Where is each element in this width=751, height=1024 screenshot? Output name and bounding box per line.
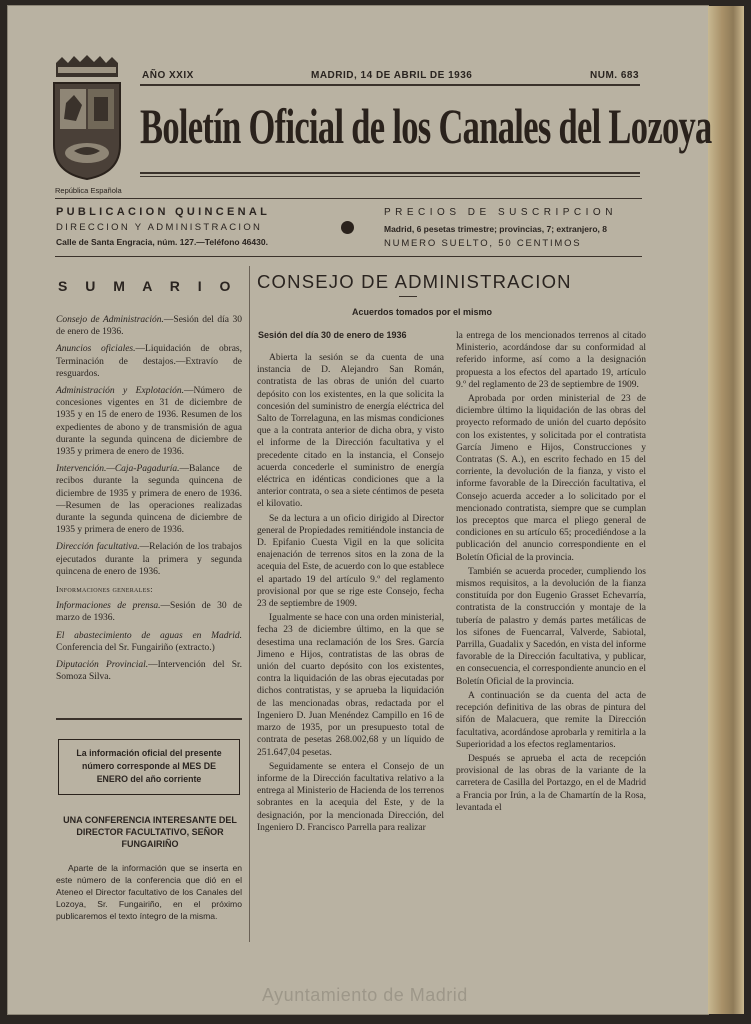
header-rule xyxy=(140,84,640,86)
column-divider xyxy=(249,266,250,942)
publication-frequency: PUBLICACION QUINCENAL xyxy=(56,206,271,218)
general-info-label: Informaciones generales: xyxy=(56,584,153,595)
list-item: Anuncios oficiales.—Liquidación de obras, Terminación de destajos.—Extravío de resguardos. xyxy=(56,344,243,379)
sumario-list xyxy=(56,314,242,688)
list-item: Consejo de Administración.—Sesión del día 30 de enero de 1936. xyxy=(56,315,242,338)
consejo-subheading: Acuerdos tomados por el mismo xyxy=(352,307,493,317)
prices-title: PRECIOS DE SUSCRIPCION xyxy=(384,207,617,218)
watermark: Ayuntamiento de Madrid xyxy=(262,985,468,1005)
subheader-rule-top xyxy=(55,198,642,199)
title-rule xyxy=(140,172,640,174)
republic-label: República Española xyxy=(55,186,122,195)
newspaper-title: Boletín Oficial de los Canales del Lozoya xyxy=(140,98,712,154)
single-number-price: NUMERO SUELTO, 50 CENTIMOS xyxy=(384,238,582,249)
bullet-dot xyxy=(341,221,354,234)
list-item: Informaciones de prensa.—Sesión de 30 de marzo de 1936. xyxy=(56,601,242,624)
notice-box: La información oficial del presente número corresponde al MES DE ENERO del año corriente xyxy=(58,739,240,795)
issue-number: NUM. 683 xyxy=(590,70,640,81)
article-column-1: Abierta la sesión se da cuenta de una instancia de D. Alejandro San Román, contratista de las obras de unión del cuarto depósito con los existentes, en la que solicita la concesión del suministro de energía eléctrica del Salto de Torrelaguna, en las mismas condiciones que a la contrata anterior de dicha obra, y visto el informe de la Dirección facultativa y el precedente citado en la instancia, el Consejo acuerda concederle el suministro de energía eléctrica en idénticas condiciones que a la anterior contrata, o sea a siete céntimos de peseta el kilovatio. Se da lectura a un oficio dirigido al Director general de Propiedades remitiéndole instancia de D. Epifanio Cuesta Vigil en la que solicita enajenación de terrenos sitos en la zona de la acequia del Este, de acuerdo con lo que establece el apartado 19 del artículo 9.º del reglamento provisional por que se rige este Consejo, fecha 23 de septiembre de 1909. Igualmente se hace con una orden ministerial, fecha 23 de diciembre último, en la que se desestima una reclamación de los Sres. García Jimeno e Hijos, contratistas de las obras de unión del cuarto depósito con los existentes, contra la liquidación de las obras ejecutadas por dichos contratistas, y se aprueba la liquidación de las mencionadas obras, redactada por el Ingeniero D. Juan Menéndez Campillo en 16 de marzo de 1935, por un presupuesto total de contrata de pesetas 268.002,68 y un líquido de 251.647,04 pesetas. Seguidamente se entera el Consejo de un informe de la Dirección facultativa relativo a la entrega al Ministerio de Hacienda de los terrenos sobrantes en la acequia del Este, y de la designación, por la mencionada Dirección, del Ingeniero D. Francisco Parrella para realizar xyxy=(257,353,445,833)
conference-text: Aparte de la información que se inserta en este número de la conferencia que dió en el Ateneo el Director facultativo de los Canales del Lozoya, Sr. Fungairiño, en el próximo publicaremos el texto íntegro de la misma. xyxy=(56,863,242,921)
article-column-2: la entrega de los mencionados terrenos al citado Ministerio, acordándose dar su conformidad al referido informe, así como a la designación propuesta a los efectos del apartado 19, artículo 9.º del reglamento de 23 de septiembre de 1909. Aprobada por orden ministerial de 23 de diciembre último la liquidación de las obras del proyecto reformado de unión del cuarto depósito con los existentes, y solicitada por el contratista García Jimeno e Hijos, Construcciones y Contratas (S. A.), en escrito fechado en 15 del corriente, la devolución de la fianza, y visto el informe favorable de la Dirección facultativa, el Consejo acuerda acceder a lo solicitado por el mencionado contratista, siempre que se cumplan los preceptos que marca el pliego general de condiciones en su artículo 65; procediéndose a la publicación del anuncio correspondiente en el Boletín Oficial de la provincia. También se acuerda proceder, cumpliendo los mismos requisitos, a la devolución de la fianza constituída por don Eugenio Grasset Echevarría, contratista de la construcción y montaje de la tubería de palastro y demás partes metálicas de los sifones de Fuencarral, Valverde, Sabiotal, Parrilla, Guadalix y Sacedón, en vista del informe favorable de la Dirección facultativa, y publicar, en consecuencia, el correspondiente anuncio en el Boletín Oficial de la provincia. A continuación se da cuenta del acta de recepción definitiva de las obras de pintura del sifón de Malacuera, que remite la Dirección facultativa, acordándose aprobarla y remitirla a la Superioridad a los efectos reglamentarios. Después se aprueba el acta de recepción provisional de las obras de la variante de la carretera de Casilla del Portazgo, en el de Madrid a Francia por Irún, a la de Chamartín de la Rosa, levantada el xyxy=(456,331,646,813)
dateline: MADRID, 14 DE ABRIL DE 1936 xyxy=(311,70,473,81)
sumario-heading: S U M A R I O xyxy=(58,278,238,294)
conference-heading: UNA CONFERENCIA INTERESANTE DEL DIRECTOR FACULTATIVO, SEÑOR FUNGAIRIÑO xyxy=(63,815,237,849)
list-item: Diputación Provincial.—Intervención del Sr. Somoza Silva. xyxy=(56,660,242,683)
list-item: Intervención.—Caja-Pagaduría.—Balance de recibos durante la segunda quincena de diciembre de 1935 y primera de enero de 1936.—Resumen de las operaciones realizadas durante la segunda quincena de diciembre de 1935 y primera de enero de 1936. xyxy=(56,464,242,536)
short-rule xyxy=(399,296,417,297)
address: Calle de Santa Engracia, núm. 127.—Teléfono 46430. xyxy=(56,237,268,247)
year-label: AÑO XXIX xyxy=(142,70,194,81)
list-item: Administración y Explotación.—Número de concesiones vigentes en 31 de diciembre de 1935 y en 15 de enero de 1936. Resumen de los expedientes de abono y de transmisión de agua durante la segunda quincena de diciembre de 1935 y primera de enero de 1936. xyxy=(56,386,242,458)
coat-of-arms-icon xyxy=(48,55,126,185)
list-item: Dirección facultativa.—Relación de los trabajos ejecutados durante la primera y segunda quincena de enero de 1936. xyxy=(56,542,243,577)
prices-line: Madrid, 6 pesetas trimestre; provincias, 7; extranjero, 8 xyxy=(384,224,607,234)
subheader-rule-bottom xyxy=(55,256,642,257)
page-edge xyxy=(708,6,744,1014)
session-label: Sesión del día 30 de enero de 1936 xyxy=(258,330,407,340)
list-item: El abastecimiento de aguas en Madrid. Conferencia del Sr. Fungairiño (extracto.) xyxy=(56,630,242,653)
title-rule-thin xyxy=(140,176,640,177)
consejo-heading: CONSEJO DE ADMINISTRACION xyxy=(257,271,572,292)
sumario-rule xyxy=(56,718,242,720)
direction-label: DIRECCION Y ADMINISTRACION xyxy=(56,222,263,233)
